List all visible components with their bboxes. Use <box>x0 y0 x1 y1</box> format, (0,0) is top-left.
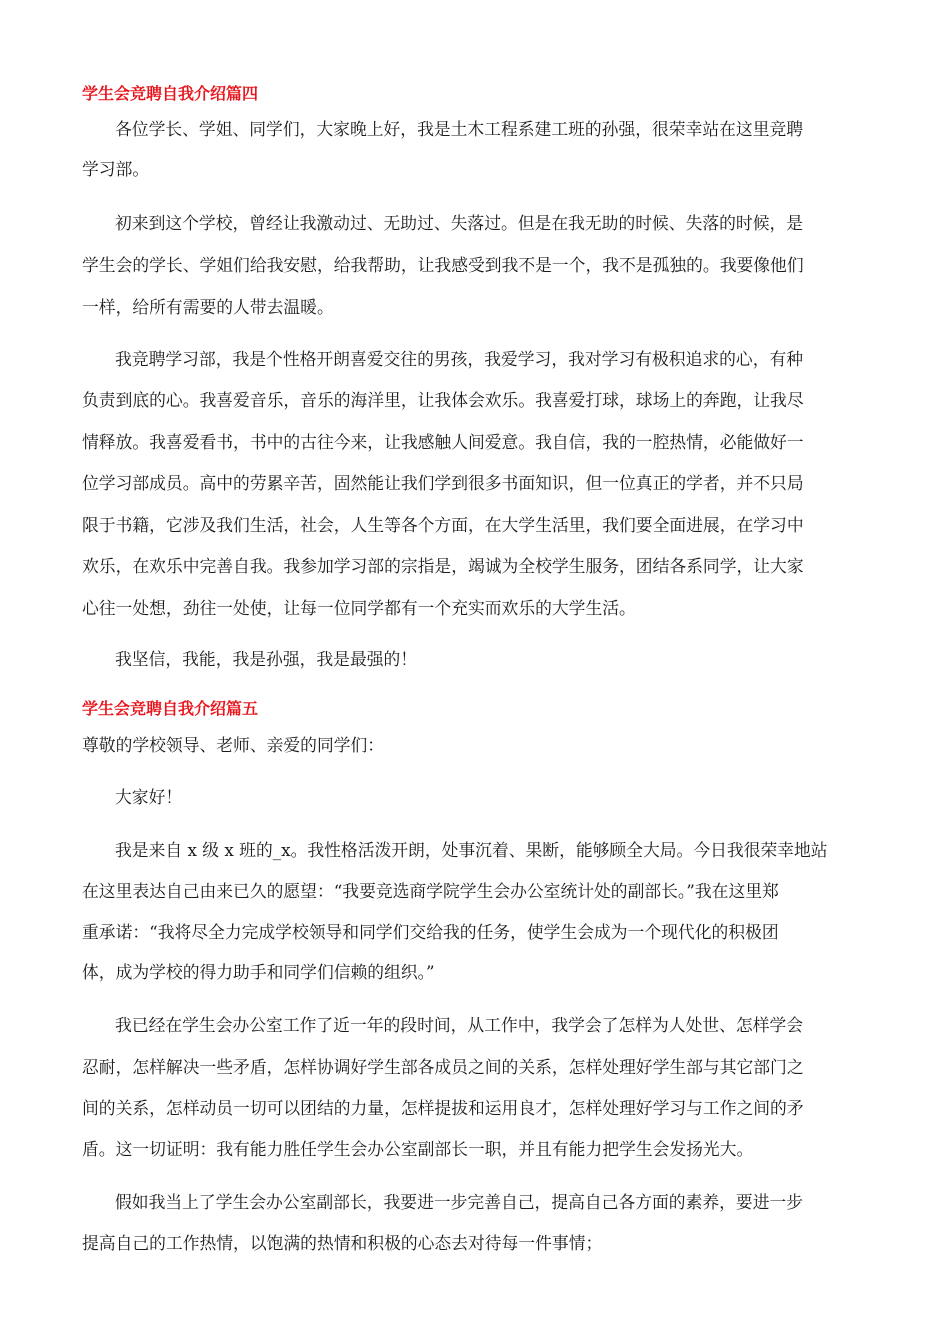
paragraph-1-line-1: 各位学长、学姐、同学们，大家晚上好，我是土木工程系建工班的孙强，很荣幸站在这里竞聘 <box>115 119 804 139</box>
paragraph-5-line-4: 体，成为学校的得力助手和同学们信赖的组织。” <box>82 962 435 982</box>
greeting: 大家好！ <box>115 787 183 807</box>
paragraph-5-line-1: 我是来自 x 级 x 班的_x。我性格活泼开朗，处事沉着、果断，能够顾全大局。今日我很荣幸地站 <box>115 840 828 860</box>
paragraph-3-line-7: 心往一处想，劲往一处使，让每一位同学都有一个充实而欢乐的大学生活。 <box>82 598 636 618</box>
paragraph-2-line-3: 一样，给所有需要的人带去温暖。 <box>82 297 334 317</box>
section-heading-5: 学生会竞聘自我介绍篇五 <box>82 699 259 718</box>
paragraph-4: 我坚信，我能，我是孙强，我是最强的！ <box>115 649 418 669</box>
paragraph-3-line-1: 我竞聘学习部，我是个性格开朗喜爱交往的男孩，我爱学习，我对学习有极积追求的心，有种 <box>115 349 804 369</box>
paragraph-3-line-6: 欢乐，在欢乐中完善自我。我参加学习部的宗指是，竭诚为全校学生服务，团结各系同学，让大家 <box>82 556 804 576</box>
paragraph-3-line-4: 位学习部成员。高中的劳累辛苦，固然能让我们学到很多书面知识，但一位真正的学者，并不只局 <box>82 473 804 493</box>
paragraph-2-line-1: 初来到这个学校，曾经让我激动过、无助过、失落过。但是在我无助的时候、失落的时候，是 <box>115 213 804 233</box>
paragraph-5-line-2: 在这里表达自己由来已久的愿望：“我要竞选商学院学生会办公室统计处的副部长。”我在这里郑 <box>82 881 779 901</box>
paragraph-6-line-1: 我已经在学生会办公室工作了近一年的段时间，从工作中，我学会了怎样为人处世、怎样学会 <box>115 1015 804 1035</box>
paragraph-3-line-2: 负责到底的心。我喜爱音乐，音乐的海洋里，让我体会欢乐。我喜爱打球，球场上的奔跑，让我尽 <box>82 390 804 410</box>
paragraph-7-line-2: 提高自己的工作热情，以饱满的热情和积极的心态去对待每一件事情； <box>82 1233 603 1253</box>
paragraph-1-line-2: 学习部。 <box>82 159 150 179</box>
paragraph-2-line-2: 学生会的学长、学姐们给我安慰，给我帮助，让我感受到我不是一个，我不是孤独的。我要像他们 <box>82 255 804 275</box>
section-heading-4: 学生会竞聘自我介绍篇四 <box>82 84 259 103</box>
paragraph-3-line-3: 情释放。我喜爱看书，书中的古往今来，让我感触人间爱意。我自信，我的一腔热情，必能做好一 <box>82 432 804 452</box>
paragraph-3-line-5: 限于书籍，它涉及我们生活，社会，人生等各个方面，在大学生活里，我们要全面进展，在学习中 <box>82 515 804 535</box>
paragraph-5-line-3: 重承诺：“我将尽全力完成学校领导和同学们交给我的任务，使学生会成为一个现代化的积极团 <box>82 922 779 942</box>
paragraph-7-line-1: 假如我当上了学生会办公室副部长，我要进一步完善自己，提高自己各方面的素养，要进一步 <box>115 1192 804 1212</box>
paragraph-6-line-3: 间的关系，怎样动员一切可以团结的力量，怎样提拔和运用良才，怎样处理好学习与工作之间的矛 <box>82 1098 804 1118</box>
salutation: 尊敬的学校领导、老师、亲爱的同学们： <box>82 735 385 755</box>
paragraph-6-line-2: 忍耐，怎样解决一些矛盾，怎样协调好学生部各成员之间的关系，怎样处理好学生部与其它部门之 <box>82 1057 804 1077</box>
paragraph-6-line-4: 盾。这一切证明：我有能力胜任学生会办公室副部长一职，并且有能力把学生会发扬光大。 <box>82 1139 754 1159</box>
